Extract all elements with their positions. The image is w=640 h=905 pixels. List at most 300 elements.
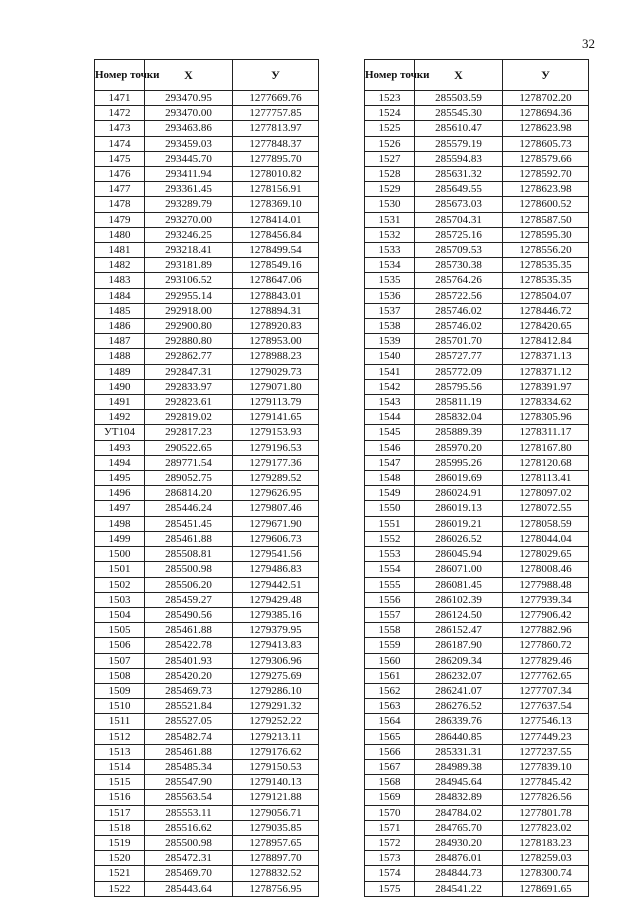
point-number-cell: 1503 bbox=[95, 592, 145, 607]
table-row bbox=[95, 547, 319, 562]
x-coordinate-cell: 285649.55 bbox=[415, 182, 503, 197]
x-coordinate-cell: 286209.34 bbox=[415, 653, 503, 668]
table-row bbox=[365, 562, 589, 577]
y-coordinate-cell: 1278305.96 bbox=[503, 410, 589, 425]
table-row bbox=[365, 607, 589, 622]
y-coordinate-cell: 1278300.74 bbox=[503, 866, 589, 881]
point-number-cell: 1508 bbox=[95, 668, 145, 683]
point-number-cell: 1563 bbox=[365, 699, 415, 714]
x-coordinate-cell: 285461.88 bbox=[145, 531, 233, 546]
coordinates-table-left bbox=[94, 59, 319, 897]
point-number-cell: 1505 bbox=[95, 623, 145, 638]
y-coordinate-cell: 1277813.97 bbox=[233, 121, 319, 136]
x-coordinate-cell: 292862.77 bbox=[145, 349, 233, 364]
x-coordinate-cell: 285446.24 bbox=[145, 501, 233, 516]
table-row bbox=[95, 881, 319, 896]
y-coordinate-cell: 1278623.98 bbox=[503, 182, 589, 197]
header-x: X bbox=[145, 60, 233, 91]
table-row bbox=[95, 623, 319, 638]
y-coordinate-cell: 1277637.54 bbox=[503, 699, 589, 714]
x-coordinate-cell: 285506.20 bbox=[145, 577, 233, 592]
y-coordinate-cell: 1279275.69 bbox=[233, 668, 319, 683]
point-number-cell: 1573 bbox=[365, 851, 415, 866]
table-row bbox=[365, 623, 589, 638]
table-row bbox=[365, 531, 589, 546]
table-row bbox=[95, 379, 319, 394]
x-coordinate-cell: 285401.93 bbox=[145, 653, 233, 668]
y-coordinate-cell: 1277826.56 bbox=[503, 790, 589, 805]
point-number-cell: 1544 bbox=[365, 410, 415, 425]
point-number-cell: 1479 bbox=[95, 212, 145, 227]
point-number-cell: 1521 bbox=[95, 866, 145, 881]
point-number-cell: 1522 bbox=[95, 881, 145, 896]
point-number-cell: 1552 bbox=[365, 531, 415, 546]
point-number-cell: 1504 bbox=[95, 607, 145, 622]
x-coordinate-cell: 284930.20 bbox=[415, 835, 503, 850]
x-coordinate-cell: 293289.79 bbox=[145, 197, 233, 212]
table-row bbox=[95, 790, 319, 805]
table-row bbox=[365, 668, 589, 683]
y-coordinate-cell: 1279671.90 bbox=[233, 516, 319, 531]
y-coordinate-cell: 1277845.42 bbox=[503, 775, 589, 790]
x-coordinate-cell: 284989.38 bbox=[415, 759, 503, 774]
table-row bbox=[95, 866, 319, 881]
x-coordinate-cell: 293463.86 bbox=[145, 121, 233, 136]
point-number-cell: 1562 bbox=[365, 683, 415, 698]
y-coordinate-cell: 1279306.96 bbox=[233, 653, 319, 668]
table-row bbox=[95, 714, 319, 729]
table-row bbox=[365, 288, 589, 303]
table-row bbox=[95, 151, 319, 166]
table-row bbox=[95, 212, 319, 227]
table-row bbox=[365, 455, 589, 470]
y-coordinate-cell: 1278446.72 bbox=[503, 303, 589, 318]
table-row bbox=[365, 881, 589, 896]
table-row bbox=[95, 471, 319, 486]
table-row bbox=[365, 121, 589, 136]
x-coordinate-cell: 286232.07 bbox=[415, 668, 503, 683]
x-coordinate-cell: 284844.73 bbox=[415, 866, 503, 881]
y-coordinate-cell: 1279029.73 bbox=[233, 364, 319, 379]
x-coordinate-cell: 292880.80 bbox=[145, 334, 233, 349]
point-number-cell: 1531 bbox=[365, 212, 415, 227]
table-row bbox=[365, 258, 589, 273]
point-number-cell: 1538 bbox=[365, 319, 415, 334]
point-number-cell: 1553 bbox=[365, 547, 415, 562]
point-number-cell: 1523 bbox=[365, 91, 415, 106]
x-coordinate-cell: 285610.47 bbox=[415, 121, 503, 136]
point-number-cell: 1515 bbox=[95, 775, 145, 790]
table-row bbox=[95, 653, 319, 668]
x-coordinate-cell: 284832.89 bbox=[415, 790, 503, 805]
point-number-cell: 1534 bbox=[365, 258, 415, 273]
table-row bbox=[365, 212, 589, 227]
table-row bbox=[95, 364, 319, 379]
x-coordinate-cell: 285673.03 bbox=[415, 197, 503, 212]
y-coordinate-cell: 1278592.70 bbox=[503, 167, 589, 182]
table-row bbox=[95, 425, 319, 440]
table-row bbox=[95, 258, 319, 273]
x-coordinate-cell: 284945.64 bbox=[415, 775, 503, 790]
x-coordinate-cell: 284541.22 bbox=[415, 881, 503, 896]
y-coordinate-cell: 1277839.10 bbox=[503, 759, 589, 774]
x-coordinate-cell: 285461.88 bbox=[145, 623, 233, 638]
x-coordinate-cell: 285443.64 bbox=[145, 881, 233, 896]
table-row bbox=[95, 562, 319, 577]
table-row bbox=[365, 683, 589, 698]
table-row bbox=[95, 121, 319, 136]
y-coordinate-cell: 1278600.52 bbox=[503, 197, 589, 212]
table-row bbox=[365, 759, 589, 774]
table-header-row bbox=[365, 60, 589, 91]
point-number-cell: 1509 bbox=[95, 683, 145, 698]
x-coordinate-cell: 285832.04 bbox=[415, 410, 503, 425]
y-coordinate-cell: 1279213.11 bbox=[233, 729, 319, 744]
y-coordinate-cell: 1279150.53 bbox=[233, 759, 319, 774]
point-number-cell: 1476 bbox=[95, 167, 145, 182]
table-row bbox=[365, 425, 589, 440]
point-number-cell: 1500 bbox=[95, 547, 145, 562]
point-number-cell: 1513 bbox=[95, 744, 145, 759]
table-row bbox=[95, 319, 319, 334]
y-coordinate-cell: 1279541.56 bbox=[233, 547, 319, 562]
table-row bbox=[95, 501, 319, 516]
x-coordinate-cell: 285764.26 bbox=[415, 273, 503, 288]
x-coordinate-cell: 285545.30 bbox=[415, 106, 503, 121]
x-coordinate-cell: 284876.01 bbox=[415, 851, 503, 866]
x-coordinate-cell: 285503.59 bbox=[415, 91, 503, 106]
point-number-cell: 1514 bbox=[95, 759, 145, 774]
x-coordinate-cell: 284784.02 bbox=[415, 805, 503, 820]
table-row bbox=[95, 440, 319, 455]
table-row bbox=[365, 516, 589, 531]
y-coordinate-cell: 1278953.00 bbox=[233, 334, 319, 349]
point-number-cell: 1475 bbox=[95, 151, 145, 166]
point-number-cell: 1473 bbox=[95, 121, 145, 136]
x-coordinate-cell: 285811.19 bbox=[415, 395, 503, 410]
y-coordinate-cell: 1278311.17 bbox=[503, 425, 589, 440]
point-number-cell: 1477 bbox=[95, 182, 145, 197]
page-number: 32 bbox=[582, 36, 595, 51]
x-coordinate-cell: 285709.53 bbox=[415, 243, 503, 258]
table-row bbox=[365, 319, 589, 334]
table-row bbox=[95, 303, 319, 318]
table-row bbox=[365, 699, 589, 714]
point-number-cell: 1546 bbox=[365, 440, 415, 455]
table-row bbox=[365, 638, 589, 653]
y-coordinate-cell: 1278579.66 bbox=[503, 151, 589, 166]
x-coordinate-cell: 285594.83 bbox=[415, 151, 503, 166]
y-coordinate-cell: 1278167.80 bbox=[503, 440, 589, 455]
x-coordinate-cell: 285547.90 bbox=[145, 775, 233, 790]
x-coordinate-cell: 285722.56 bbox=[415, 288, 503, 303]
x-coordinate-cell: 285516.62 bbox=[145, 820, 233, 835]
table-row bbox=[95, 227, 319, 242]
y-coordinate-cell: 1279141.65 bbox=[233, 410, 319, 425]
point-number-cell: 1541 bbox=[365, 364, 415, 379]
y-coordinate-cell: 1278691.65 bbox=[503, 881, 589, 896]
table-row bbox=[365, 227, 589, 242]
x-coordinate-cell: 286187.90 bbox=[415, 638, 503, 653]
x-coordinate-cell: 292918.00 bbox=[145, 303, 233, 318]
point-number-cell: 1526 bbox=[365, 136, 415, 151]
point-number-cell: 1533 bbox=[365, 243, 415, 258]
point-number-cell: 1564 bbox=[365, 714, 415, 729]
x-coordinate-cell: 285795.56 bbox=[415, 379, 503, 394]
point-number-cell: 1484 bbox=[95, 288, 145, 303]
x-coordinate-cell: 293270.00 bbox=[145, 212, 233, 227]
point-number-cell: 1491 bbox=[95, 395, 145, 410]
y-coordinate-cell: 1278414.01 bbox=[233, 212, 319, 227]
y-coordinate-cell: 1277988.48 bbox=[503, 577, 589, 592]
x-coordinate-cell: 286081.45 bbox=[415, 577, 503, 592]
point-number-cell: 1559 bbox=[365, 638, 415, 653]
point-number-cell: 1474 bbox=[95, 136, 145, 151]
table-row bbox=[95, 759, 319, 774]
y-coordinate-cell: 1279606.73 bbox=[233, 531, 319, 546]
y-coordinate-cell: 1279385.16 bbox=[233, 607, 319, 622]
x-coordinate-cell: 285459.27 bbox=[145, 592, 233, 607]
y-coordinate-cell: 1278623.98 bbox=[503, 121, 589, 136]
x-coordinate-cell: 285631.32 bbox=[415, 167, 503, 182]
x-coordinate-cell: 285482.74 bbox=[145, 729, 233, 744]
table-row bbox=[95, 638, 319, 653]
y-coordinate-cell: 1277860.72 bbox=[503, 638, 589, 653]
point-number-cell: 1554 bbox=[365, 562, 415, 577]
y-coordinate-cell: 1278595.30 bbox=[503, 227, 589, 242]
y-coordinate-cell: 1278044.04 bbox=[503, 531, 589, 546]
x-coordinate-cell: 293218.41 bbox=[145, 243, 233, 258]
x-coordinate-cell: 293470.95 bbox=[145, 91, 233, 106]
y-coordinate-cell: 1278058.59 bbox=[503, 516, 589, 531]
point-number-cell: 1524 bbox=[365, 106, 415, 121]
point-number-cell: 1561 bbox=[365, 668, 415, 683]
point-number-cell: 1530 bbox=[365, 197, 415, 212]
table-row bbox=[95, 273, 319, 288]
x-coordinate-cell: 285527.05 bbox=[145, 714, 233, 729]
y-coordinate-cell: 1278391.97 bbox=[503, 379, 589, 394]
table-row bbox=[95, 851, 319, 866]
x-coordinate-cell: 285485.34 bbox=[145, 759, 233, 774]
point-number-cell: 1489 bbox=[95, 364, 145, 379]
y-coordinate-cell: 1278897.70 bbox=[233, 851, 319, 866]
y-coordinate-cell: 1278556.20 bbox=[503, 243, 589, 258]
x-coordinate-cell: 285472.31 bbox=[145, 851, 233, 866]
y-coordinate-cell: 1277757.85 bbox=[233, 106, 319, 121]
y-coordinate-cell: 1278369.10 bbox=[233, 197, 319, 212]
point-number-cell: 1537 bbox=[365, 303, 415, 318]
table-row bbox=[95, 106, 319, 121]
y-coordinate-cell: 1278535.35 bbox=[503, 258, 589, 273]
x-coordinate-cell: 285772.09 bbox=[415, 364, 503, 379]
y-coordinate-cell: 1278120.68 bbox=[503, 455, 589, 470]
x-coordinate-cell: 285746.02 bbox=[415, 303, 503, 318]
y-coordinate-cell: 1278894.31 bbox=[233, 303, 319, 318]
y-coordinate-cell: 1279035.85 bbox=[233, 820, 319, 835]
y-coordinate-cell: 1278499.54 bbox=[233, 243, 319, 258]
table-row bbox=[95, 592, 319, 607]
table-row bbox=[95, 805, 319, 820]
table-row bbox=[365, 182, 589, 197]
x-coordinate-cell: 292819.02 bbox=[145, 410, 233, 425]
x-coordinate-cell: 284765.70 bbox=[415, 820, 503, 835]
point-number-cell: 1485 bbox=[95, 303, 145, 318]
y-coordinate-cell: 1277669.76 bbox=[233, 91, 319, 106]
x-coordinate-cell: 292817.23 bbox=[145, 425, 233, 440]
point-number-cell: 1486 bbox=[95, 319, 145, 334]
table-row bbox=[95, 455, 319, 470]
x-coordinate-cell: 290522.65 bbox=[145, 440, 233, 455]
point-number-cell: 1472 bbox=[95, 106, 145, 121]
y-coordinate-cell: 1277882.96 bbox=[503, 623, 589, 638]
x-coordinate-cell: 286102.39 bbox=[415, 592, 503, 607]
table-row bbox=[95, 91, 319, 106]
y-coordinate-cell: 1279486.83 bbox=[233, 562, 319, 577]
x-coordinate-cell: 286019.21 bbox=[415, 516, 503, 531]
table-row bbox=[365, 364, 589, 379]
table-row bbox=[365, 744, 589, 759]
table-header-row bbox=[95, 60, 319, 91]
y-coordinate-cell: 1277823.02 bbox=[503, 820, 589, 835]
point-number-cell: 1480 bbox=[95, 227, 145, 242]
x-coordinate-cell: 286814.20 bbox=[145, 486, 233, 501]
y-coordinate-cell: 1279252.22 bbox=[233, 714, 319, 729]
point-number-cell: 1520 bbox=[95, 851, 145, 866]
point-number-cell: 1490 bbox=[95, 379, 145, 394]
header-point-number: Номер точки bbox=[95, 60, 145, 91]
x-coordinate-cell: 285500.98 bbox=[145, 835, 233, 850]
table-row bbox=[365, 349, 589, 364]
x-coordinate-cell: 285422.78 bbox=[145, 638, 233, 653]
table-row bbox=[365, 547, 589, 562]
point-number-cell: 1570 bbox=[365, 805, 415, 820]
point-number-cell: 1497 bbox=[95, 501, 145, 516]
y-coordinate-cell: 1279429.48 bbox=[233, 592, 319, 607]
x-coordinate-cell: 285461.88 bbox=[145, 744, 233, 759]
x-coordinate-cell: 292955.14 bbox=[145, 288, 233, 303]
table-row bbox=[95, 668, 319, 683]
point-number-cell: 1487 bbox=[95, 334, 145, 349]
table-row bbox=[95, 835, 319, 850]
x-coordinate-cell: 289771.54 bbox=[145, 455, 233, 470]
point-number-cell: 1501 bbox=[95, 562, 145, 577]
point-number-cell: 1565 bbox=[365, 729, 415, 744]
x-coordinate-cell: 285331.31 bbox=[415, 744, 503, 759]
table-row bbox=[95, 486, 319, 501]
table-row bbox=[365, 151, 589, 166]
table-row bbox=[365, 410, 589, 425]
y-coordinate-cell: 1277237.55 bbox=[503, 744, 589, 759]
x-coordinate-cell: 286019.69 bbox=[415, 471, 503, 486]
x-coordinate-cell: 285730.38 bbox=[415, 258, 503, 273]
point-number-cell: 1494 bbox=[95, 455, 145, 470]
point-number-cell: 1551 bbox=[365, 516, 415, 531]
point-number-cell: 1525 bbox=[365, 121, 415, 136]
point-number-cell: 1550 bbox=[365, 501, 415, 516]
y-coordinate-cell: 1278920.83 bbox=[233, 319, 319, 334]
x-coordinate-cell: 286071.00 bbox=[415, 562, 503, 577]
x-coordinate-cell: 286440.85 bbox=[415, 729, 503, 744]
y-coordinate-cell: 1277762.65 bbox=[503, 668, 589, 683]
table-row bbox=[365, 334, 589, 349]
table-row bbox=[365, 486, 589, 501]
table-row bbox=[365, 136, 589, 151]
y-coordinate-cell: 1277829.46 bbox=[503, 653, 589, 668]
table-row bbox=[95, 136, 319, 151]
table-row bbox=[365, 167, 589, 182]
point-number-cell: 1519 bbox=[95, 835, 145, 850]
x-coordinate-cell: 286241.07 bbox=[415, 683, 503, 698]
point-number-cell: 1536 bbox=[365, 288, 415, 303]
y-coordinate-cell: 1278420.65 bbox=[503, 319, 589, 334]
table-row bbox=[95, 775, 319, 790]
point-number-cell: 1518 bbox=[95, 820, 145, 835]
point-number-cell: 1528 bbox=[365, 167, 415, 182]
y-coordinate-cell: 1278832.52 bbox=[233, 866, 319, 881]
y-coordinate-cell: 1278843.01 bbox=[233, 288, 319, 303]
table-row bbox=[95, 744, 319, 759]
x-coordinate-cell: 285970.20 bbox=[415, 440, 503, 455]
table-row bbox=[365, 395, 589, 410]
x-coordinate-cell: 292833.97 bbox=[145, 379, 233, 394]
y-coordinate-cell: 1277801.78 bbox=[503, 805, 589, 820]
y-coordinate-cell: 1277449.23 bbox=[503, 729, 589, 744]
point-number-cell: 1481 bbox=[95, 243, 145, 258]
table-row bbox=[95, 820, 319, 835]
y-coordinate-cell: 1278029.65 bbox=[503, 547, 589, 562]
x-coordinate-cell: 285579.19 bbox=[415, 136, 503, 151]
point-number-cell: 1555 bbox=[365, 577, 415, 592]
y-coordinate-cell: 1278412.84 bbox=[503, 334, 589, 349]
table-row bbox=[365, 851, 589, 866]
table-row bbox=[95, 395, 319, 410]
x-coordinate-cell: 293411.94 bbox=[145, 167, 233, 182]
point-number-cell: 1517 bbox=[95, 805, 145, 820]
y-coordinate-cell: 1277939.34 bbox=[503, 592, 589, 607]
x-coordinate-cell: 293246.25 bbox=[145, 227, 233, 242]
table-row bbox=[365, 592, 589, 607]
table-row bbox=[365, 197, 589, 212]
x-coordinate-cell: 285500.98 bbox=[145, 562, 233, 577]
point-number-cell: 1493 bbox=[95, 440, 145, 455]
table-row bbox=[365, 653, 589, 668]
table-row bbox=[95, 349, 319, 364]
y-coordinate-cell: 1279626.95 bbox=[233, 486, 319, 501]
point-number-cell: УТ104 bbox=[95, 425, 145, 440]
x-coordinate-cell: 292847.31 bbox=[145, 364, 233, 379]
point-number-cell: 1506 bbox=[95, 638, 145, 653]
point-number-cell: 1535 bbox=[365, 273, 415, 288]
x-coordinate-cell: 285521.84 bbox=[145, 699, 233, 714]
table-row bbox=[365, 790, 589, 805]
x-coordinate-cell: 285727.77 bbox=[415, 349, 503, 364]
table-row bbox=[95, 683, 319, 698]
point-number-cell: 1540 bbox=[365, 349, 415, 364]
table-row bbox=[95, 197, 319, 212]
x-coordinate-cell: 293361.45 bbox=[145, 182, 233, 197]
x-coordinate-cell: 285746.02 bbox=[415, 319, 503, 334]
point-number-cell: 1482 bbox=[95, 258, 145, 273]
point-number-cell: 1543 bbox=[365, 395, 415, 410]
x-coordinate-cell: 293470.00 bbox=[145, 106, 233, 121]
x-coordinate-cell: 286124.50 bbox=[415, 607, 503, 622]
x-coordinate-cell: 293106.52 bbox=[145, 273, 233, 288]
y-coordinate-cell: 1279196.53 bbox=[233, 440, 319, 455]
point-number-cell: 1547 bbox=[365, 455, 415, 470]
table-row bbox=[95, 334, 319, 349]
point-number-cell: 1488 bbox=[95, 349, 145, 364]
table-row bbox=[365, 303, 589, 318]
